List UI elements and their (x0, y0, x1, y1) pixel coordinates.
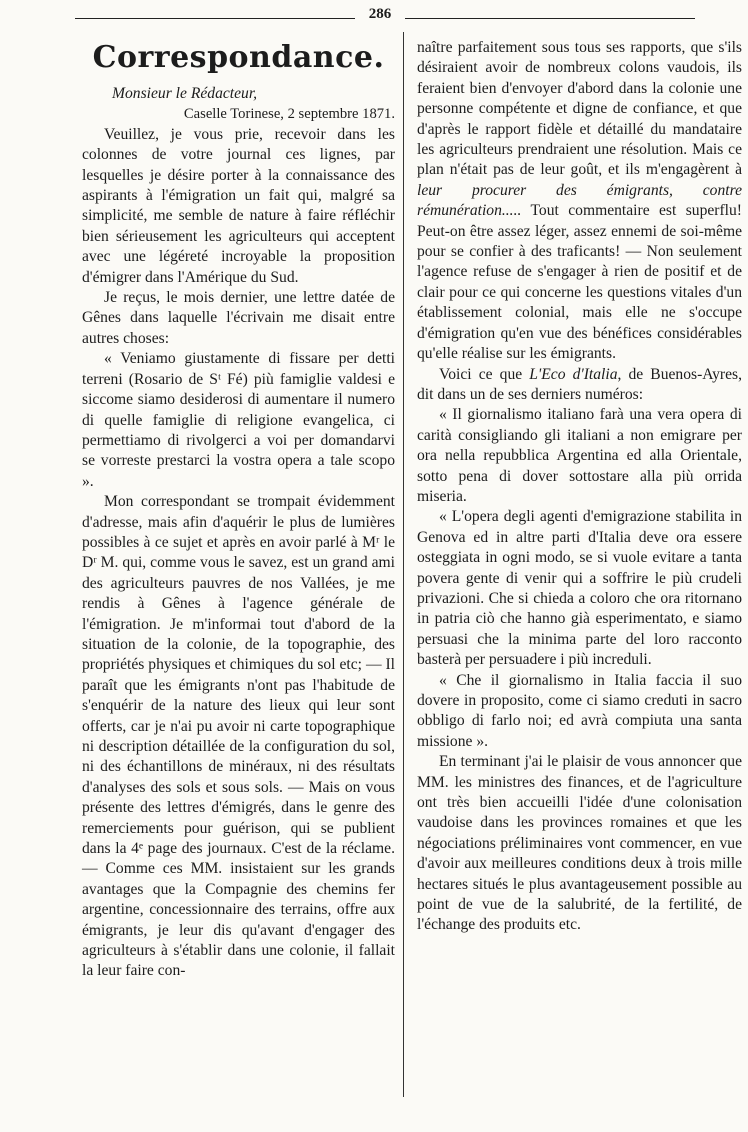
quoted-paragraph: « Che il giornalismo in Italia faccia il suo dovere in proposito, come ci siamo creduti in sacro obbligo di farlo noi; ed avrà compiuta una santa missione ». (417, 671, 742, 750)
salutation: Monsieur le Rédacteur, (112, 85, 258, 102)
quoted-paragraph: « L'opera degli agenti d'emigrazione stabilita in Genova ed in altre parti d'Italia deve ora essere osteggiata in ogni modo, se si vuole evitare a tanta povera gente di venir qui a soffrire le più crudeli privazioni. Che si chieda a coloro che ora ritornano in patria ciò che hanno già esperimentato, e siamo persuasi che la minima parte del loro racconto basterà per persuadere i più increduli. (417, 508, 742, 669)
right-column (417, 38, 742, 936)
quoted-paragraph: « Il giornalismo italiano farà una vera opera di carità consigliando gli italiani a non emigrare per ora nella repubblica Argentina ed alla Orientale, sotto pena di dover sottostare alla più orrida miseria. (417, 406, 742, 505)
quoted-letter: « Veniamo giustamente di fissare per detti terreni (Rosario de Sᵗ Fé) più famiglie valdesi e siccome siamo desiderosi di aumentare il numero di quelle famiglie di religione evangelica, ci permettiamo di rivolgerci a voi per domandarvi se vorreste prestarci la vostra opera a tale scopo ». (82, 350, 395, 490)
paragraph: Je reçus, le mois dernier, une lettre datée de Gênes dans laquelle l'écrivain me disait entre autres choses: (82, 289, 395, 347)
text-run: Tout commentaire est superflu! Peut-on être assez léger, assez ennemi de soi-même pour se confier à des traficants! — Non seulement l'agence refuse de s'engager à rien de positif et de clair pour ce qui concerne les questions vitales d'un établissement colonial, mais elle ne s'occupe d'émigration qu'en vue des bénéfices considérables qu'elle réalise sur les émigrants. (417, 202, 742, 363)
place-date: Caselle Torinese, 2 septembre 1871. (183, 106, 395, 123)
paragraph-continued (417, 38, 742, 365)
newspaper-title: L'Eco d'Italia (529, 365, 618, 383)
paragraph: Veuillez, je vous prie, recevoir dans les colonnes de votre journal ces lignes, par lesquelles je désire porter à la connaissance des aspirants à l'émigration un fait qui, malgré sa simplicité, me semble de nature à faire réfléchir bien sérieusement les agriculteurs qui acceptent avec une légéreté incroyable la proposition d'émigrer dans l'Amérique du Sud. (82, 125, 395, 286)
page-number: 286 (355, 6, 405, 23)
paragraph: Mon correspondant se trompait évidemment d'adresse, mais afin d'aquérir le plus de lumières possibles à ce sujet et après en avoir parlé à Mʳ le Dʳ M. qui, comme vous le savez, est un grand ami des agriculteurs pauvres de nos Vallées, je me rendis à Gênes à l'agence générale de l'émigration. Je m'informai tout d'abord de la situation de la colonie, de la topographie, des propriétés physiques et chimiques du sol etc; — Il paraît que les émigrants n'ont pas l'habitude de s'enquérir de la nature des lieux qui leur sont offerts, car je n'ai pu avoir ni carte topographique ni description détaillée de la configuration du sol, ni des échantillons de minéraux, ni des résultats d'analyses des sols et sous sols. — Mais on vous présente des lettres d'émigrés, dans le genre des remerciements pour guérison, qui se publient dans la 4ᵉ page des journaux. C'est de la réclame. — Comme ces MM. insistaient sur les grands avantages que la Compagnie des chemins fer argentine, concessionnaire des terrains, offre aux émigrants, je leur dis qu'avant d'engager des agriculteurs à s'établir dans une colonie, il fallait la leur faire con- (82, 493, 395, 980)
article-heading: Correspondance. (92, 40, 385, 75)
left-column (82, 30, 395, 982)
text-run: Voici ce que (439, 365, 530, 383)
paragraph (417, 365, 742, 406)
text-run: , de Buenos-Ayres, dit dans un de ses derniers numéros: (417, 365, 742, 403)
italic-phrase: leur procurer des émigrants, contre rémunération..... (417, 181, 742, 220)
text-run: naître parfaitement sous tous ses rapports, que s'ils désiraient avoir de nombreux colons vaudois, ils feraient bien d'envoyer d'abord dans la colonie une personne compétente et digne de confiance, et que d'après le rapport fidèle et détaillé du mandataire les agriculteurs prendraient une résolution. Mais ce plan n'était pas de leur goût, et ils m'engagèrent à (417, 39, 742, 179)
column-divider (403, 32, 404, 1097)
paragraph: En terminant j'ai le plaisir de vous annoncer que MM. les ministres des finances, et de l'agriculture ont très bien accueilli l'idée d'une colonisation vaudoise dans les provinces romaines et que les négociations préliminaires vont commencer, en vue d'avoir aux meilleures conditions deux à trois mille hectares situés le plus avantageusement possible au point de vue de la salubrité, de la fertilité, de l'échange des produits etc. (417, 753, 742, 934)
